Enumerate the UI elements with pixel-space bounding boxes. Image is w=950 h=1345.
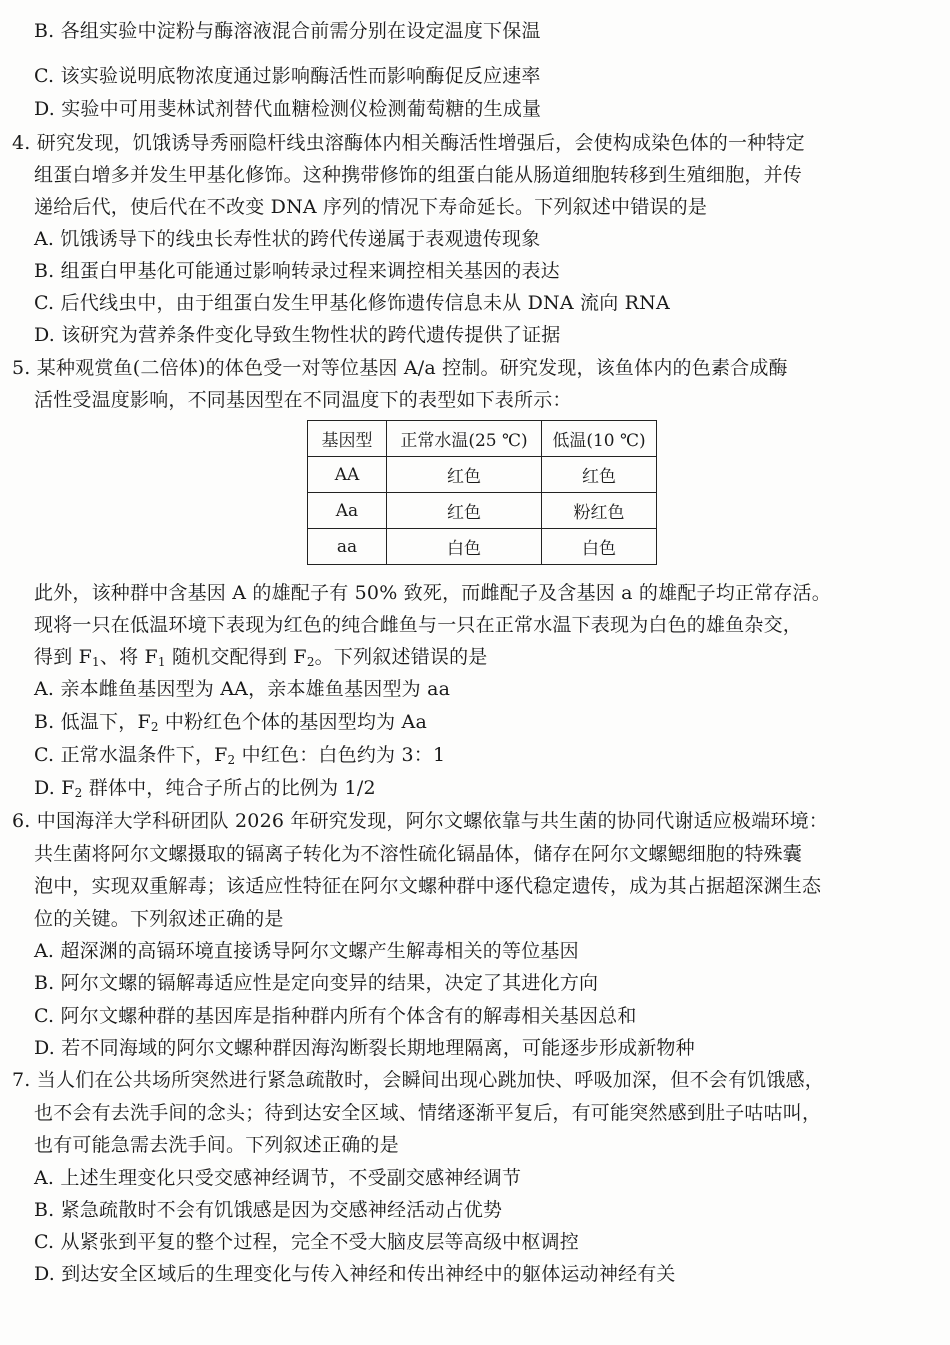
q6-option-d: D. 若不同海域的阿尔文螺种群因海沟断裂长期地理隔离，可能逐步形成新物种 — [34, 1037, 695, 1059]
q6-stem-line-1: 6. 中国海洋大学科研团队 2026 年研究发现，阿尔文螺依靠与共生菌的协同代谢适应极端环境： — [12, 810, 829, 832]
q7-option-a: A. 上述生理变化只受交感神经调节，不受副交感神经调节 — [34, 1167, 522, 1189]
q7-option-c: C. 从紧张到平复的整个过程，完全不受大脑皮层等高级中枢调控 — [34, 1231, 579, 1253]
table-header-cell: 低温(10 ℃) — [542, 421, 657, 457]
table-cell: 白色 — [542, 529, 657, 565]
table-header-cell: 正常水温(25 ℃) — [387, 421, 542, 457]
option-text: 中粉红色个体的基因型均为 Aa — [158, 711, 428, 733]
q5-option-c — [34, 739, 934, 776]
table-cell: 红色 — [542, 457, 657, 493]
q4-option-b: B. 组蛋白甲基化可能通过影响转录过程来调控相关基因的表达 — [34, 260, 560, 282]
table-row — [308, 529, 657, 565]
option-text: C. 正常水温条件下，F — [34, 744, 228, 766]
option-text: 群体中，纯合子所占的比例为 1/2 — [82, 777, 376, 799]
q7-stem-line-1: 7. 当人们在公共场所突然进行紧急疏散时，会瞬间出现心跳加快、呼吸加深，但不会有饥饿感， — [12, 1069, 824, 1091]
q5-stem-line-2: 活性受温度影响，不同基因型在不同温度下的表型如下表所示： — [34, 389, 572, 411]
table-row — [308, 457, 657, 493]
q5-after-line-1: 此外，该种群中含基因 A 的雄配子有 50% 致死，而雌配子及含基因 a 的雄配子均正常存活。 — [34, 582, 831, 604]
q5-stem-line-1: 5. 某种观赏鱼(二倍体)的体色受一对等位基因 A/a 控制。研究发现，该鱼体内的色素合成酶 — [12, 357, 788, 379]
q7-option-d: D. 到达安全区域后的生理变化与传入神经和传出神经中的躯体运动神经有关 — [34, 1263, 676, 1285]
q5-after-text: 随机交配得到 F — [165, 646, 307, 668]
q5-after-text: 。下列叙述错误的是 — [314, 646, 488, 668]
q6-stem-line-2: 共生菌将阿尔文螺摄取的镉离子转化为不溶性硫化镉晶体，储存在阿尔文螺鳃细胞的特殊囊 — [34, 843, 803, 865]
q7-option-b: B. 紧急疏散时不会有饥饿感是因为交感神经活动占优势 — [34, 1199, 503, 1221]
subscript: 2 — [74, 786, 83, 800]
q4-stem-line-2: 组蛋白增多并发生甲基化修饰。这种携带修饰的组蛋白能从肠道细胞转移到生殖细胞，并传 — [34, 164, 803, 186]
q3-option-d: D. 实验中可用斐林试剂替代血糖检测仪检测葡萄糖的生成量 — [34, 98, 542, 120]
q3-option-b: B. 各组实验中淀粉与酶溶液混合前需分别在设定温度下保温 — [34, 20, 541, 42]
q5-after-text: 、将 F — [99, 646, 158, 668]
q7-stem-line-2: 也不会有去洗手间的念头；待到达安全区域、情绪逐渐平复后，有可能突然感到肚子咕咕叫， — [34, 1102, 822, 1124]
q5-option-a: A. 亲本雌鱼基因型为 AA，亲本雄鱼基因型为 aa — [34, 678, 451, 700]
subscript: 2 — [227, 753, 236, 767]
q4-option-a: A. 饥饿诱导下的线虫长寿性状的跨代传递属于表观遗传现象 — [34, 228, 541, 250]
table-cell: Aa — [308, 493, 387, 529]
table-cell: 白色 — [387, 529, 542, 565]
q5-after-text: 得到 F — [34, 646, 93, 668]
q3-option-c: C. 该实验说明底物浓度通过影响酶活性而影响酶促反应速率 — [34, 65, 541, 87]
q7-stem-line-3: 也有可能急需去洗手间。下列叙述正确的是 — [34, 1134, 399, 1156]
q5-option-b — [34, 706, 934, 743]
table-header-row — [308, 421, 657, 457]
q5-option-d — [34, 772, 934, 809]
table-header-cell: 基因型 — [308, 421, 387, 457]
table-cell: AA — [308, 457, 387, 493]
option-text: 中红色：白色约为 3：1 — [235, 744, 446, 766]
subscript: 2 — [150, 720, 159, 734]
q4-option-d: D. 该研究为营养条件变化导致生物性状的跨代遗传提供了证据 — [34, 324, 561, 346]
q6-option-a: A. 超深渊的高镉环境直接诱导阿尔文螺产生解毒相关的等位基因 — [34, 940, 579, 962]
q6-stem-line-3: 泡中，实现双重解毒；该适应性特征在阿尔文螺种群中逐代稳定遗传，成为其占据超深渊生态 — [34, 875, 822, 897]
q4-stem-line-1: 4. 研究发现，饥饿诱导秀丽隐杆线虫溶酶体内相关酶活性增强后，会使构成染色体的一种特定 — [12, 132, 805, 154]
q6-option-b: B. 阿尔文螺的镉解毒适应性是定向变异的结果，决定了其进化方向 — [34, 972, 599, 994]
table-cell: aa — [308, 529, 387, 565]
table-cell: 红色 — [387, 457, 542, 493]
subscript: 2 — [306, 655, 315, 669]
table-cell: 红色 — [387, 493, 542, 529]
option-text: D. F — [34, 777, 75, 799]
genotype-phenotype-table — [307, 420, 657, 565]
subscript: 1 — [157, 655, 166, 669]
table-cell: 粉红色 — [542, 493, 657, 529]
option-text: B. 低温下，F — [34, 711, 151, 733]
q4-stem-line-3: 递给后代，使后代在不改变 DNA 序列的情况下寿命延长。下列叙述中错误的是 — [34, 196, 708, 218]
q6-option-c: C. 阿尔文螺种群的基因库是指种群内所有个体含有的解毒相关基因总和 — [34, 1005, 637, 1027]
subscript: 1 — [92, 655, 100, 669]
table-row — [308, 493, 657, 529]
q6-stem-line-4: 位的关键。下列叙述正确的是 — [34, 908, 284, 930]
q5-after-line-2: 现将一只在低温环境下表现为红色的纯合雌鱼与一只在正常水温下表现为白色的雄鱼杂交， — [34, 614, 803, 636]
q4-option-c: C. 后代线虫中，由于组蛋白发生甲基化修饰遗传信息未从 DNA 流向 RNA — [34, 292, 670, 314]
